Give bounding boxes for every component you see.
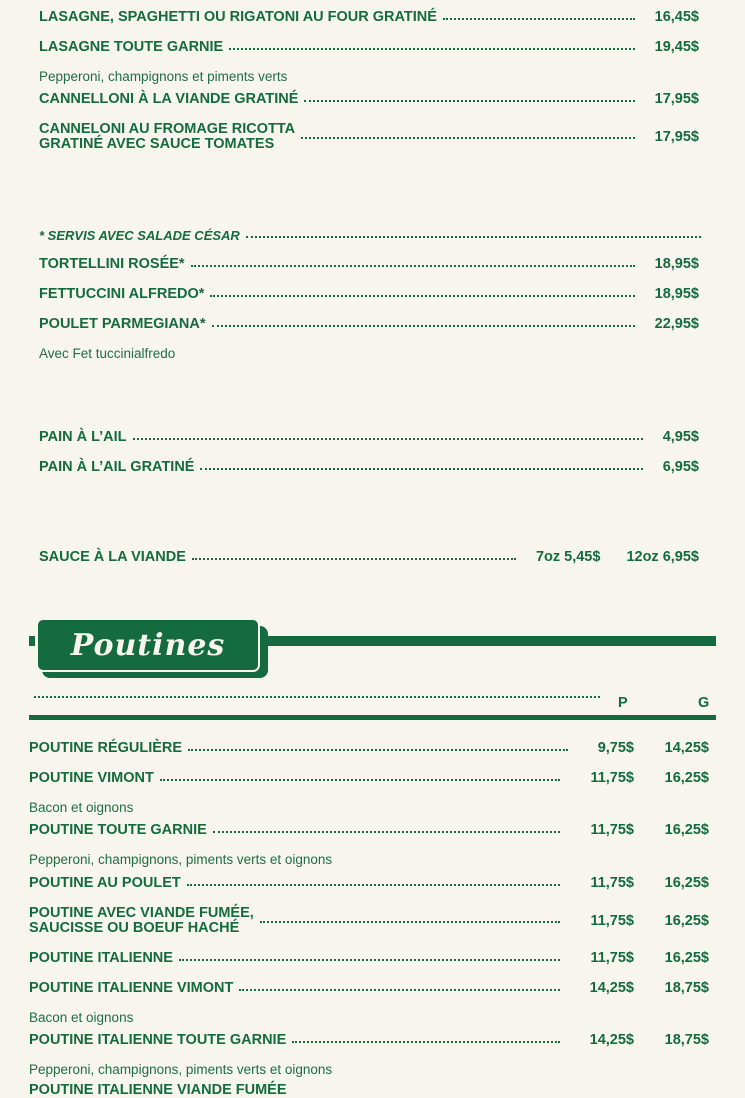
dot-leader: [200, 468, 642, 470]
item-name-line-1: POUTINE AVEC VIANDE FUMÉE,: [29, 905, 254, 921]
dot-leader: [246, 236, 701, 238]
dot-leader: [443, 18, 635, 20]
menu-item-poutine-reguliere: [29, 741, 709, 756]
item-name: [29, 906, 254, 936]
menu-item-poutine-italienne-toute-garnie: [29, 1033, 709, 1048]
item-price: 18,95$: [654, 286, 699, 302]
column-header-row: [34, 695, 600, 697]
dot-leader: [187, 884, 560, 886]
item-price: 4,95$: [662, 429, 699, 445]
section-title: Poutines: [70, 627, 226, 663]
item-price-small: 7oz 5,45$: [535, 549, 601, 565]
menu-item-poutine-poulet: [29, 876, 709, 891]
dot-leader: [191, 265, 635, 267]
menu-item-fettuccini: [39, 287, 699, 302]
menu-item-tortellini: [39, 257, 699, 272]
item-name: POUTINE RÉGULIÈRE: [29, 740, 183, 756]
price-g: 16,25$: [664, 875, 709, 891]
menu-item-canneloni-ricotta: [39, 122, 699, 152]
item-description: Pepperoni, champignons, piments verts et oignons: [29, 1062, 333, 1077]
item-name: POUTINE ITALIENNE TOUTE GARNIE: [29, 1032, 287, 1048]
menu-item-poutine-vimont: [29, 771, 709, 786]
item-description: Avec Fet tuccinialfredo: [39, 346, 176, 361]
item-name: POUTINE AU POULET: [29, 875, 181, 891]
dot-leader: [192, 558, 516, 560]
menu-item-poutine-italienne-viande-fumee: [29, 1083, 709, 1098]
item-name: TORTELLINI ROSÉE*: [39, 256, 185, 272]
price-g: 16,25$: [664, 950, 709, 966]
item-description: Pepperoni, champignons et piments verts: [39, 69, 288, 84]
price-p: 11,75$: [590, 875, 634, 891]
item-name: LASAGNE, SPAGHETTI OU RIGATONI AU FOUR GRATINÉ: [39, 9, 437, 25]
menu-item-poulet-parmegiana: [39, 317, 699, 332]
item-name: POUTINE ITALIENNE VIMONT: [29, 980, 234, 996]
dot-leader: [229, 48, 634, 50]
price-p: 11,75$: [590, 950, 634, 966]
price-p: 11,75$: [590, 822, 634, 838]
item-price: 22,95$: [654, 316, 699, 332]
price-p: 11,75$: [590, 770, 634, 786]
header-band-right: [262, 636, 716, 646]
item-name: POUTINE VIMONT: [29, 770, 154, 786]
dot-leader: [160, 779, 560, 781]
menu-item-cannelloni-viande: [39, 92, 699, 107]
price-g: 14,25$: [664, 740, 709, 756]
dot-leader: [213, 831, 560, 833]
menu-item-poutine-italienne: [29, 951, 709, 966]
item-price-large: 12oz 6,95$: [626, 549, 699, 565]
item-name: POULET PARMEGIANA*: [39, 316, 206, 332]
price-p: 9,75$: [597, 740, 634, 756]
dot-leader: [34, 696, 600, 698]
item-name: LASAGNE TOUTE GARNIE: [39, 39, 224, 55]
dot-leader: [210, 295, 634, 297]
item-name-line-2: GRATINÉ AVEC SAUCE TOMATES: [39, 136, 275, 152]
item-name: POUTINE ITALIENNE: [29, 950, 173, 966]
item-name-line-1: CANNELONI AU FROMAGE RICOTTA: [39, 121, 296, 137]
price-p: 11,75$: [590, 912, 634, 929]
menu-item-lasagne-toute-garnie: [39, 40, 699, 55]
menu-item-pain-ail-gratine: [39, 460, 699, 475]
column-header-p: P: [618, 695, 628, 711]
price-p: 14,25$: [589, 1032, 634, 1048]
item-name: PAIN À L’AIL: [39, 429, 127, 445]
item-description: Bacon et oignons: [29, 1010, 134, 1025]
dot-leader: [179, 959, 560, 961]
section-title-badge: [36, 618, 260, 672]
price-g: 18,75$: [664, 1032, 709, 1048]
item-price: 19,45$: [654, 39, 699, 55]
dot-leader: [292, 1041, 560, 1043]
menu-item-lasagne-spaghetti: [39, 10, 699, 25]
column-header-g: G: [698, 695, 710, 711]
item-price: 17,95$: [654, 128, 699, 145]
menu-item-sauce-viande: [39, 550, 699, 565]
menu-item-poutine-italienne-vimont: [29, 981, 709, 996]
dot-leader: [239, 989, 560, 991]
item-name: SAUCE À LA VIANDE: [39, 549, 186, 565]
item-price: 6,95$: [662, 459, 699, 475]
price-g: 18,75$: [664, 980, 709, 996]
item-name: FETTUCCINI ALFREDO*: [39, 286, 205, 302]
dot-leader: [188, 749, 568, 751]
dot-leader: [304, 100, 634, 102]
item-name: POUTINE ITALIENNE VIANDE FUMÉE: [29, 1082, 287, 1098]
dot-leader: [212, 325, 635, 327]
price-g: 16,25$: [664, 770, 709, 786]
item-name: POUTINE TOUTE GARNIE: [29, 822, 207, 838]
item-price: 18,95$: [654, 256, 699, 272]
dot-leader: [260, 921, 560, 923]
menu-item-poutine-viande-fumee: [29, 906, 709, 936]
price-g: 16,25$: [664, 822, 709, 838]
header-divider: [29, 715, 716, 720]
item-description: Bacon et oignons: [29, 800, 134, 815]
dot-leader: [301, 137, 634, 139]
menu-item-poutine-toute-garnie: [29, 823, 709, 838]
header-band-left: [29, 636, 35, 646]
item-name-line-2: SAUCISSE OU BOEUF HACHÉ: [29, 920, 240, 936]
item-name: [39, 122, 295, 152]
price-p: 14,25$: [589, 980, 634, 996]
item-price: 16,45$: [654, 9, 699, 25]
menu-item-pain-ail: [39, 430, 699, 445]
item-name: CANNELLONI À LA VIANDE GRATINÉ: [39, 91, 299, 107]
caesar-note-row: [39, 228, 701, 243]
item-name: PAIN À L’AIL GRATINÉ: [39, 459, 195, 475]
item-description: Pepperoni, champignons, piments verts et oignons: [29, 852, 333, 867]
item-price: 17,95$: [654, 91, 699, 107]
caesar-note: * SERVIS AVEC SALADE CÉSAR: [39, 228, 240, 243]
price-g: 16,25$: [664, 912, 709, 929]
dot-leader: [133, 438, 643, 440]
